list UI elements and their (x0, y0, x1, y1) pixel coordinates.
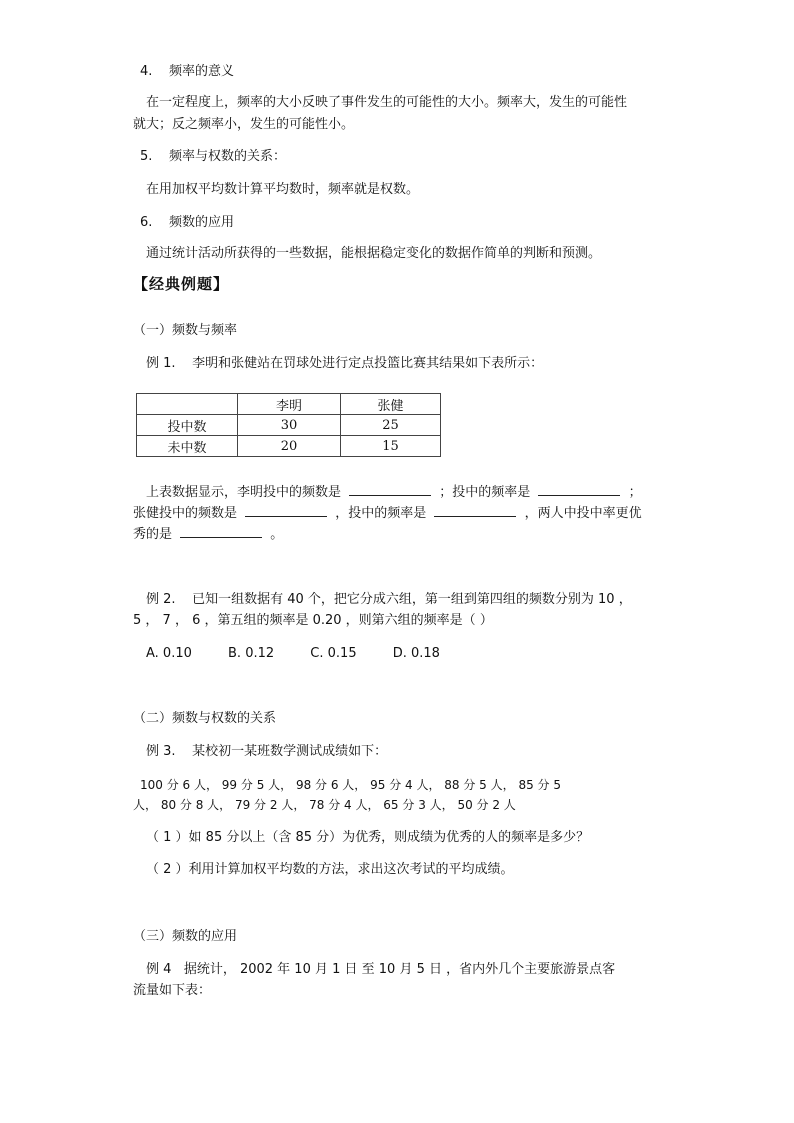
table-cell: 15 (341, 436, 441, 457)
example-text: 某校初一某班数学测试成绩如下： (192, 744, 388, 759)
section-number: 5. (140, 149, 153, 164)
table-header-cell: 李明 (238, 394, 341, 415)
part-1-heading: （一）频数与频率 (133, 323, 238, 338)
question-2: （ 2 ）利用计算加权平均数的方法，求出这次考试的平均成绩。 (146, 862, 514, 877)
example-2-options (146, 645, 472, 663)
table-row (137, 436, 441, 457)
paragraph: 通过统计活动所获得的一些数据，能根据稳定变化的数据作简单的判断和预测。 (146, 246, 602, 261)
section-4-heading (140, 63, 234, 81)
line-text: 张健投中的频数是 (133, 506, 238, 521)
line-text: 据统计， 2002 年 10 月 1 日 至 10 月 5 日 ，省内外几个主要旅游景点客 (183, 962, 616, 977)
option-d[interactable]: D. 0.18 (392, 646, 440, 661)
example-1-line-2 (133, 504, 642, 523)
scores-line-2: 人， 80 分 8 人， 79 分 2 人， 78 分 4 人， 65 分 3 人， 50 分 2 人 (133, 798, 516, 812)
part-2-heading: （二）频数与权数的关系 (133, 711, 277, 726)
section-title: 频率与权数的关系： (168, 149, 286, 164)
answer-blank[interactable] (349, 483, 431, 496)
section-6-heading (140, 214, 234, 232)
table-cell: 20 (238, 436, 341, 457)
example-label: 例 3. (146, 744, 176, 759)
table-cell: 投中数 (137, 415, 238, 436)
answer-blank[interactable] (180, 525, 262, 538)
example-3-prompt (146, 743, 387, 761)
example-2-line-2: 5 ， 7 ， 6 ，第五组的频率是 0.20 ，则第六组的频率是（ ） (133, 613, 493, 628)
paragraph: 在一定程度上，频率的大小反映了事件发生的可能性的大小。频率大，发生的可能性 (146, 95, 628, 110)
answer-blank[interactable] (538, 483, 620, 496)
line-text: ，两人中投中率更优 (524, 506, 642, 521)
classic-examples-heading: 【经典例题】 (133, 275, 230, 293)
example-4-line-2: 流量如下表： (133, 983, 212, 998)
option-b[interactable]: B. 0.12 (228, 646, 275, 661)
line-text: 。 (270, 527, 284, 542)
question-1: （ 1 ）如 85 分以上（含 85 分）为优秀，则成绩为优秀的人的频率是多少？ (146, 830, 590, 845)
example-4-line-1 (146, 961, 615, 979)
answer-blank[interactable] (434, 504, 516, 517)
example-label: 例 2. (146, 592, 176, 607)
shooting-results-table (136, 393, 441, 457)
example-1-line-1 (146, 483, 642, 502)
table-header-cell (137, 394, 238, 415)
example-2-line-1 (146, 591, 632, 609)
line-text: 上表数据显示，李明投中的频数是 (146, 485, 342, 500)
table-header-cell: 张健 (341, 394, 441, 415)
section-5-heading (140, 148, 286, 166)
scores-line-1: 100 分 6 人， 99 分 5 人， 98 分 6 人， 95 分 4 人， 88 分 5 人， 85 分 5 (140, 778, 561, 792)
answer-blank[interactable] (245, 504, 327, 517)
paragraph: 在用加权平均数计算平均数时，频率就是权数。 (146, 182, 420, 197)
table-cell: 未中数 (137, 436, 238, 457)
table-cell: 25 (341, 415, 441, 436)
example-1-prompt (146, 355, 543, 373)
example-label: 例 1. (146, 356, 176, 371)
section-title: 频数的应用 (168, 215, 234, 230)
line-text: ；投中的频率是 (439, 485, 531, 500)
line-text: ，投中的频率是 (335, 506, 427, 521)
section-number: 4. (140, 64, 153, 79)
example-text: 李明和张健站在罚球处进行定点投篮比赛其结果如下表所示： (192, 356, 544, 371)
table-header-row (137, 394, 441, 415)
line-text: 秀的是 (133, 527, 173, 542)
option-c[interactable]: C. 0.15 (310, 646, 357, 661)
example-1-line-3 (133, 525, 283, 544)
table-row (137, 415, 441, 436)
section-title: 频率的意义 (168, 64, 234, 79)
example-label: 例 4 (146, 962, 172, 977)
line-text: ； (628, 485, 642, 500)
paragraph: 就大；反之频率小，发生的可能性小。 (133, 117, 355, 132)
table-cell: 30 (238, 415, 341, 436)
section-number: 6. (140, 215, 153, 230)
part-3-heading: （三）频数的应用 (133, 929, 238, 944)
option-a[interactable]: A. 0.10 (146, 646, 192, 661)
line-text: 已知一组数据有 40 个，把它分成六组，第一组到第四组的频数分别为 10 ， (192, 592, 632, 607)
